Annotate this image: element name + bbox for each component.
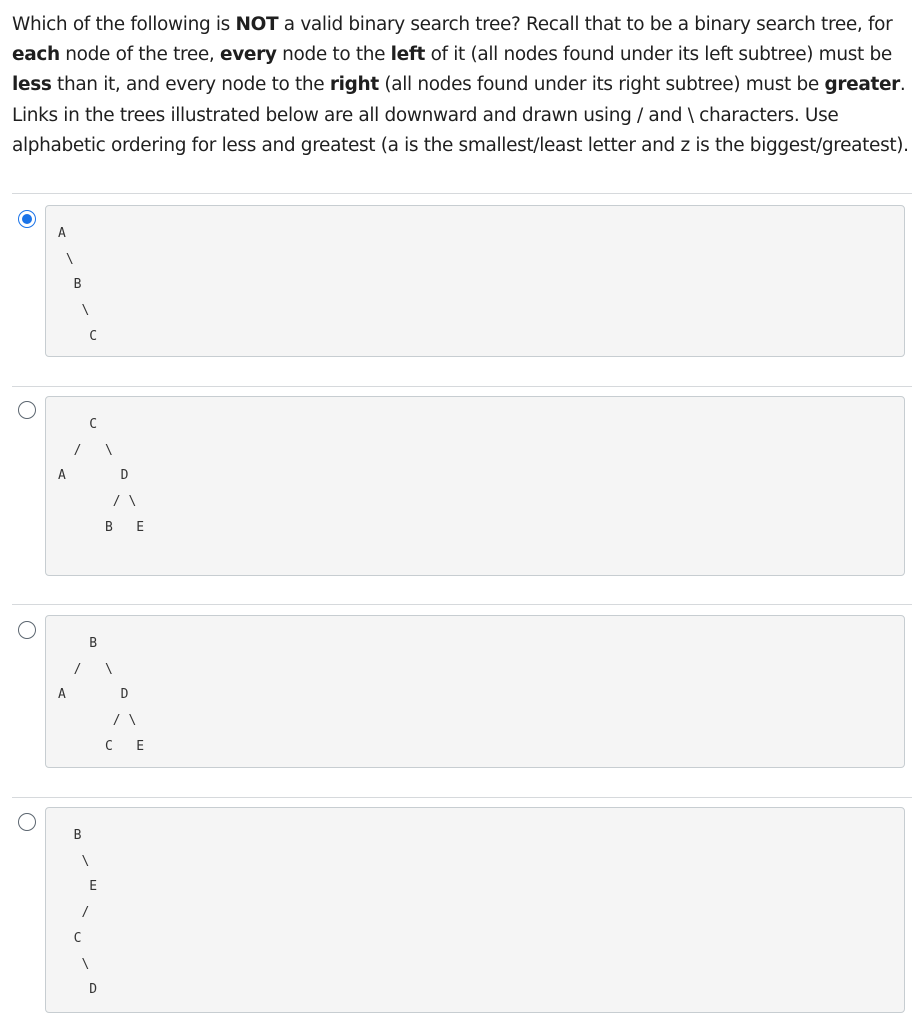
question-emphasis: left bbox=[390, 44, 426, 66]
option-3-tree: B / \ A D / \ C E bbox=[58, 636, 145, 754]
option-3-answer[interactable] bbox=[45, 615, 905, 768]
option-4-answer[interactable] bbox=[45, 807, 905, 1013]
question-emphasis: greater bbox=[824, 74, 900, 96]
option-divider bbox=[12, 797, 912, 798]
option-1-radio[interactable] bbox=[18, 210, 36, 228]
option-divider bbox=[12, 386, 912, 387]
question-emphasis: every bbox=[220, 44, 277, 66]
question-text-run: a valid binary search tree? Recall that to be a binary search tree, for bbox=[278, 14, 893, 35]
question-emphasis: right bbox=[329, 74, 379, 96]
question-emphasis: less bbox=[12, 74, 52, 96]
option-1-tree: A \ B \ C bbox=[58, 226, 98, 344]
question-emphasis: each bbox=[12, 44, 60, 66]
option-divider bbox=[12, 193, 912, 194]
question-emphasis: NOT bbox=[235, 14, 279, 35]
option-4-radio[interactable] bbox=[18, 813, 36, 831]
question-text-run: Which of the following is bbox=[12, 14, 236, 35]
option-2-tree: C / \ A D / \ B E bbox=[58, 417, 145, 535]
question-text-run: node of the tree, bbox=[59, 44, 220, 66]
question-text-run: than it, and every node to the bbox=[51, 74, 330, 96]
option-4-tree: B \ E / C \ D bbox=[73, 828, 98, 998]
option-3-radio[interactable] bbox=[18, 621, 36, 639]
question-text-run: (all nodes found under its right subtree) must be bbox=[378, 74, 825, 96]
option-2-radio[interactable] bbox=[18, 401, 36, 419]
question-text-run: of it (all nodes found under its left subtree) must be bbox=[425, 44, 892, 66]
question-text-run: node to the bbox=[276, 44, 391, 66]
option-divider bbox=[12, 604, 912, 605]
question-text-run: . Links in the trees illustrated below are all downward and drawn using / and \ characters. Use alphabetic ordering for less and greatest (a is the smallest/least letter and z is the biggest/greatest). bbox=[12, 74, 909, 156]
option-1-answer[interactable] bbox=[45, 205, 905, 357]
question-text bbox=[12, 10, 917, 161]
option-2-answer[interactable] bbox=[45, 396, 905, 576]
